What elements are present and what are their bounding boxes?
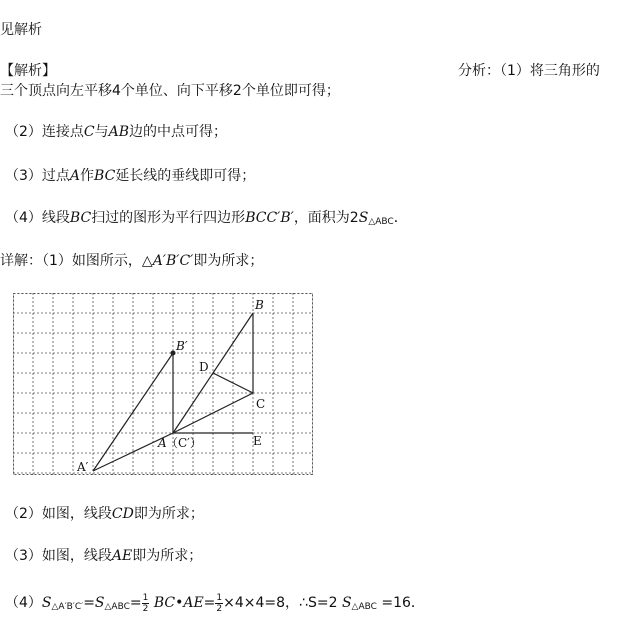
detail-step-3: （3）如图，线段AE即为所求； bbox=[5, 548, 203, 564]
label-b: B bbox=[255, 298, 264, 312]
label-c: C bbox=[256, 397, 266, 411]
analysis-line-2: 三个顶点向左平移4个单位、向下平移2个单位即可得； bbox=[0, 83, 340, 99]
grid-figure bbox=[13, 293, 313, 475]
label-b-prime: B′ bbox=[176, 339, 188, 353]
detail-step-1: 详解：（1）如图所示，△A′B′C′即为所求； bbox=[0, 253, 264, 269]
label-a-prime: A′ bbox=[77, 460, 89, 474]
analysis-tag: 【解析】 bbox=[0, 63, 56, 79]
answer-header: 见解析 bbox=[0, 22, 42, 38]
label-d: D bbox=[199, 360, 209, 374]
detail-step-4: $(4)S_{\triangle A'B'C'}=S_{\triangle ABC}=$ $\frac{1}{2}$ BC•AE= $\frac{1}{2}$ ×4×4=8，∴S=2 $S_{\triangle ABC} =16$． bbox=[5, 592, 425, 614]
analysis-step-3: （3）过点A作BC延长线的垂线即可得； bbox=[5, 168, 256, 184]
analysis-line-1: 分析：（1）将三角形的 bbox=[458, 63, 600, 79]
label-e: E bbox=[253, 434, 262, 448]
point-b-prime bbox=[171, 351, 176, 356]
fraction-half-2: $\frac{1}{2}$ bbox=[216, 592, 223, 614]
analysis-step-4: （4）线段BC扫过的图形为平行四边形BCC′B′，面积为$2S_{\triangle ABC}$． bbox=[5, 210, 408, 227]
fraction-half-1: $\frac{1}{2}$ bbox=[142, 592, 149, 614]
detail-step-2: （2）如图，线段CD即为所求； bbox=[5, 506, 204, 522]
analysis-step-2: （2）连接点C与AB边的中点可得； bbox=[5, 124, 228, 140]
label-c-prime: （C′） bbox=[166, 436, 202, 450]
label-a: A bbox=[158, 436, 167, 450]
